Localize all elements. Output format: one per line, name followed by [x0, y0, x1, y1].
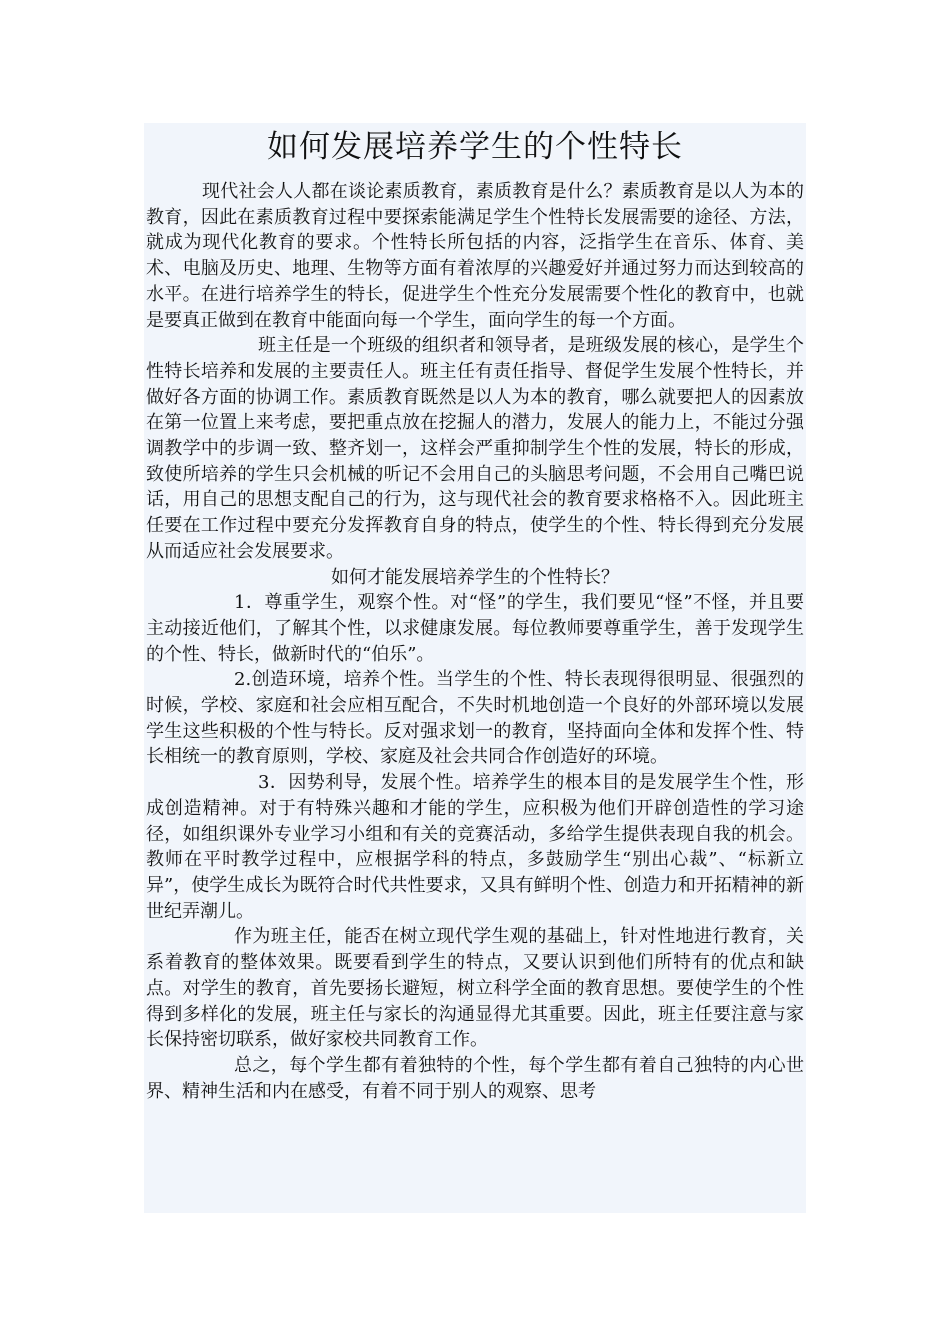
paragraph-head-teacher-education: 作为班主任，能否在树立现代学生观的基础上，针对性地进行教育，关系着教育的整体效果。既要看到学生的特点，又要认识到他们所特有的优点和缺点。对学生的教育，首先要扬长避短，树立科学全面的教育思想。要使学生的个性得到多样化的发展，班主任与家长的沟通显得尤其重要。因此，班主任要注意与家长保持密切联系，做好家校共同教育工作。 [146, 926, 804, 1051]
paragraph-point-2: 2.创造环境，培养个性。当学生的个性、特长表现得很明显、很强烈的时候，学校、家庭和社会应相互配合，不失时机地创造一个良好的外部环境以发展学生这些积极的个性与特长。反对强求划一的教育，坚持面向全体和发挥个性、特长相统一的教育原则，学校、家庭及社会共同合作创造好的环境。 [146, 669, 804, 768]
paragraph-point-3: 3．因势利导，发展个性。培养学生的根本目的是发展学生个性，形成创造精神。对于有特殊兴趣和才能的学生，应积极为他们开辟创造性的学习途径，如组织课外专业学习小组和有关的竞赛活动，多给学生提供表现自我的机会。教师在平时教学过程中，应根据学科的特点，多鼓励学生“别出心裁”、“标新立异”，使学生成长为既符合时代共性要求，又具有鲜明个性、创造力和开拓精神的新世纪弄潮儿。 [146, 772, 804, 922]
section-question: 如何才能发展培养学生的个性特长？ [331, 566, 619, 588]
paragraph-point-1: 1．尊重学生，观察个性。对“怪”的学生，我们要见“怪”不怪，并且要主动接近他们，了解其个性，以求健康发展。每位教师要尊重学生，善于发现学生的个性、特长，做新时代的“伯乐”。 [146, 592, 804, 665]
paragraph-intro: 现代社会人人都在谈论素质教育，素质教育是什么？素质教育是以人为本的教育，因此在素质教育过程中要探索能满足学生个性特长发展需要的途径、方法，就成为现代化教育的要求。个性特长所包括的内容，泛指学生在音乐、体育、美术、电脑及历史、地理、生物等方面有着浓厚的兴趣爱好并通过努力而达到较高的水平。在进行培养学生的特长，促进学生个性充分发展需要个性化的教育中，也就是要真正做到在教育中能面向每一个学生，面向学生的每一个方面。 [146, 181, 804, 331]
document-page [144, 123, 806, 1213]
paragraph-conclusion: 总之，每个学生都有着独特的个性，每个学生都有着自己独特的内心世界、精神生活和内在感受，有着不同于别人的观察、思考 [146, 1054, 804, 1102]
document-title: 如何发展培养学生的个性特长 [267, 129, 683, 165]
paragraph-head-teacher-role: 班主任是一个班级的组织者和领导者，是班级发展的核心，是学生个性特长培养和发展的主要责任人。班主任有责任指导、督促学生发展个性特长，并做好各方面的协调工作。素质教育既然是以人为本的教育，哪么就要把人的因素放在第一位置上来考虑，要把重点放在挖掘人的潜力，发展人的能力上，不能过分强调教学中的步调一致、整齐划一，这样会严重抑制学生个性的发展，特长的形成，致使所培养的学生只会机械的听记不会用自己的头脑思考问题，不会用自己嘴巴说话，用自己的思想支配自己的行为，这与现代社会的教育要求格格不入。因此班主任要在工作过程中要充分发挥教育自身的特点，使学生的个性、特长得到充分发展从而适应社会发展要求。 [146, 335, 804, 562]
